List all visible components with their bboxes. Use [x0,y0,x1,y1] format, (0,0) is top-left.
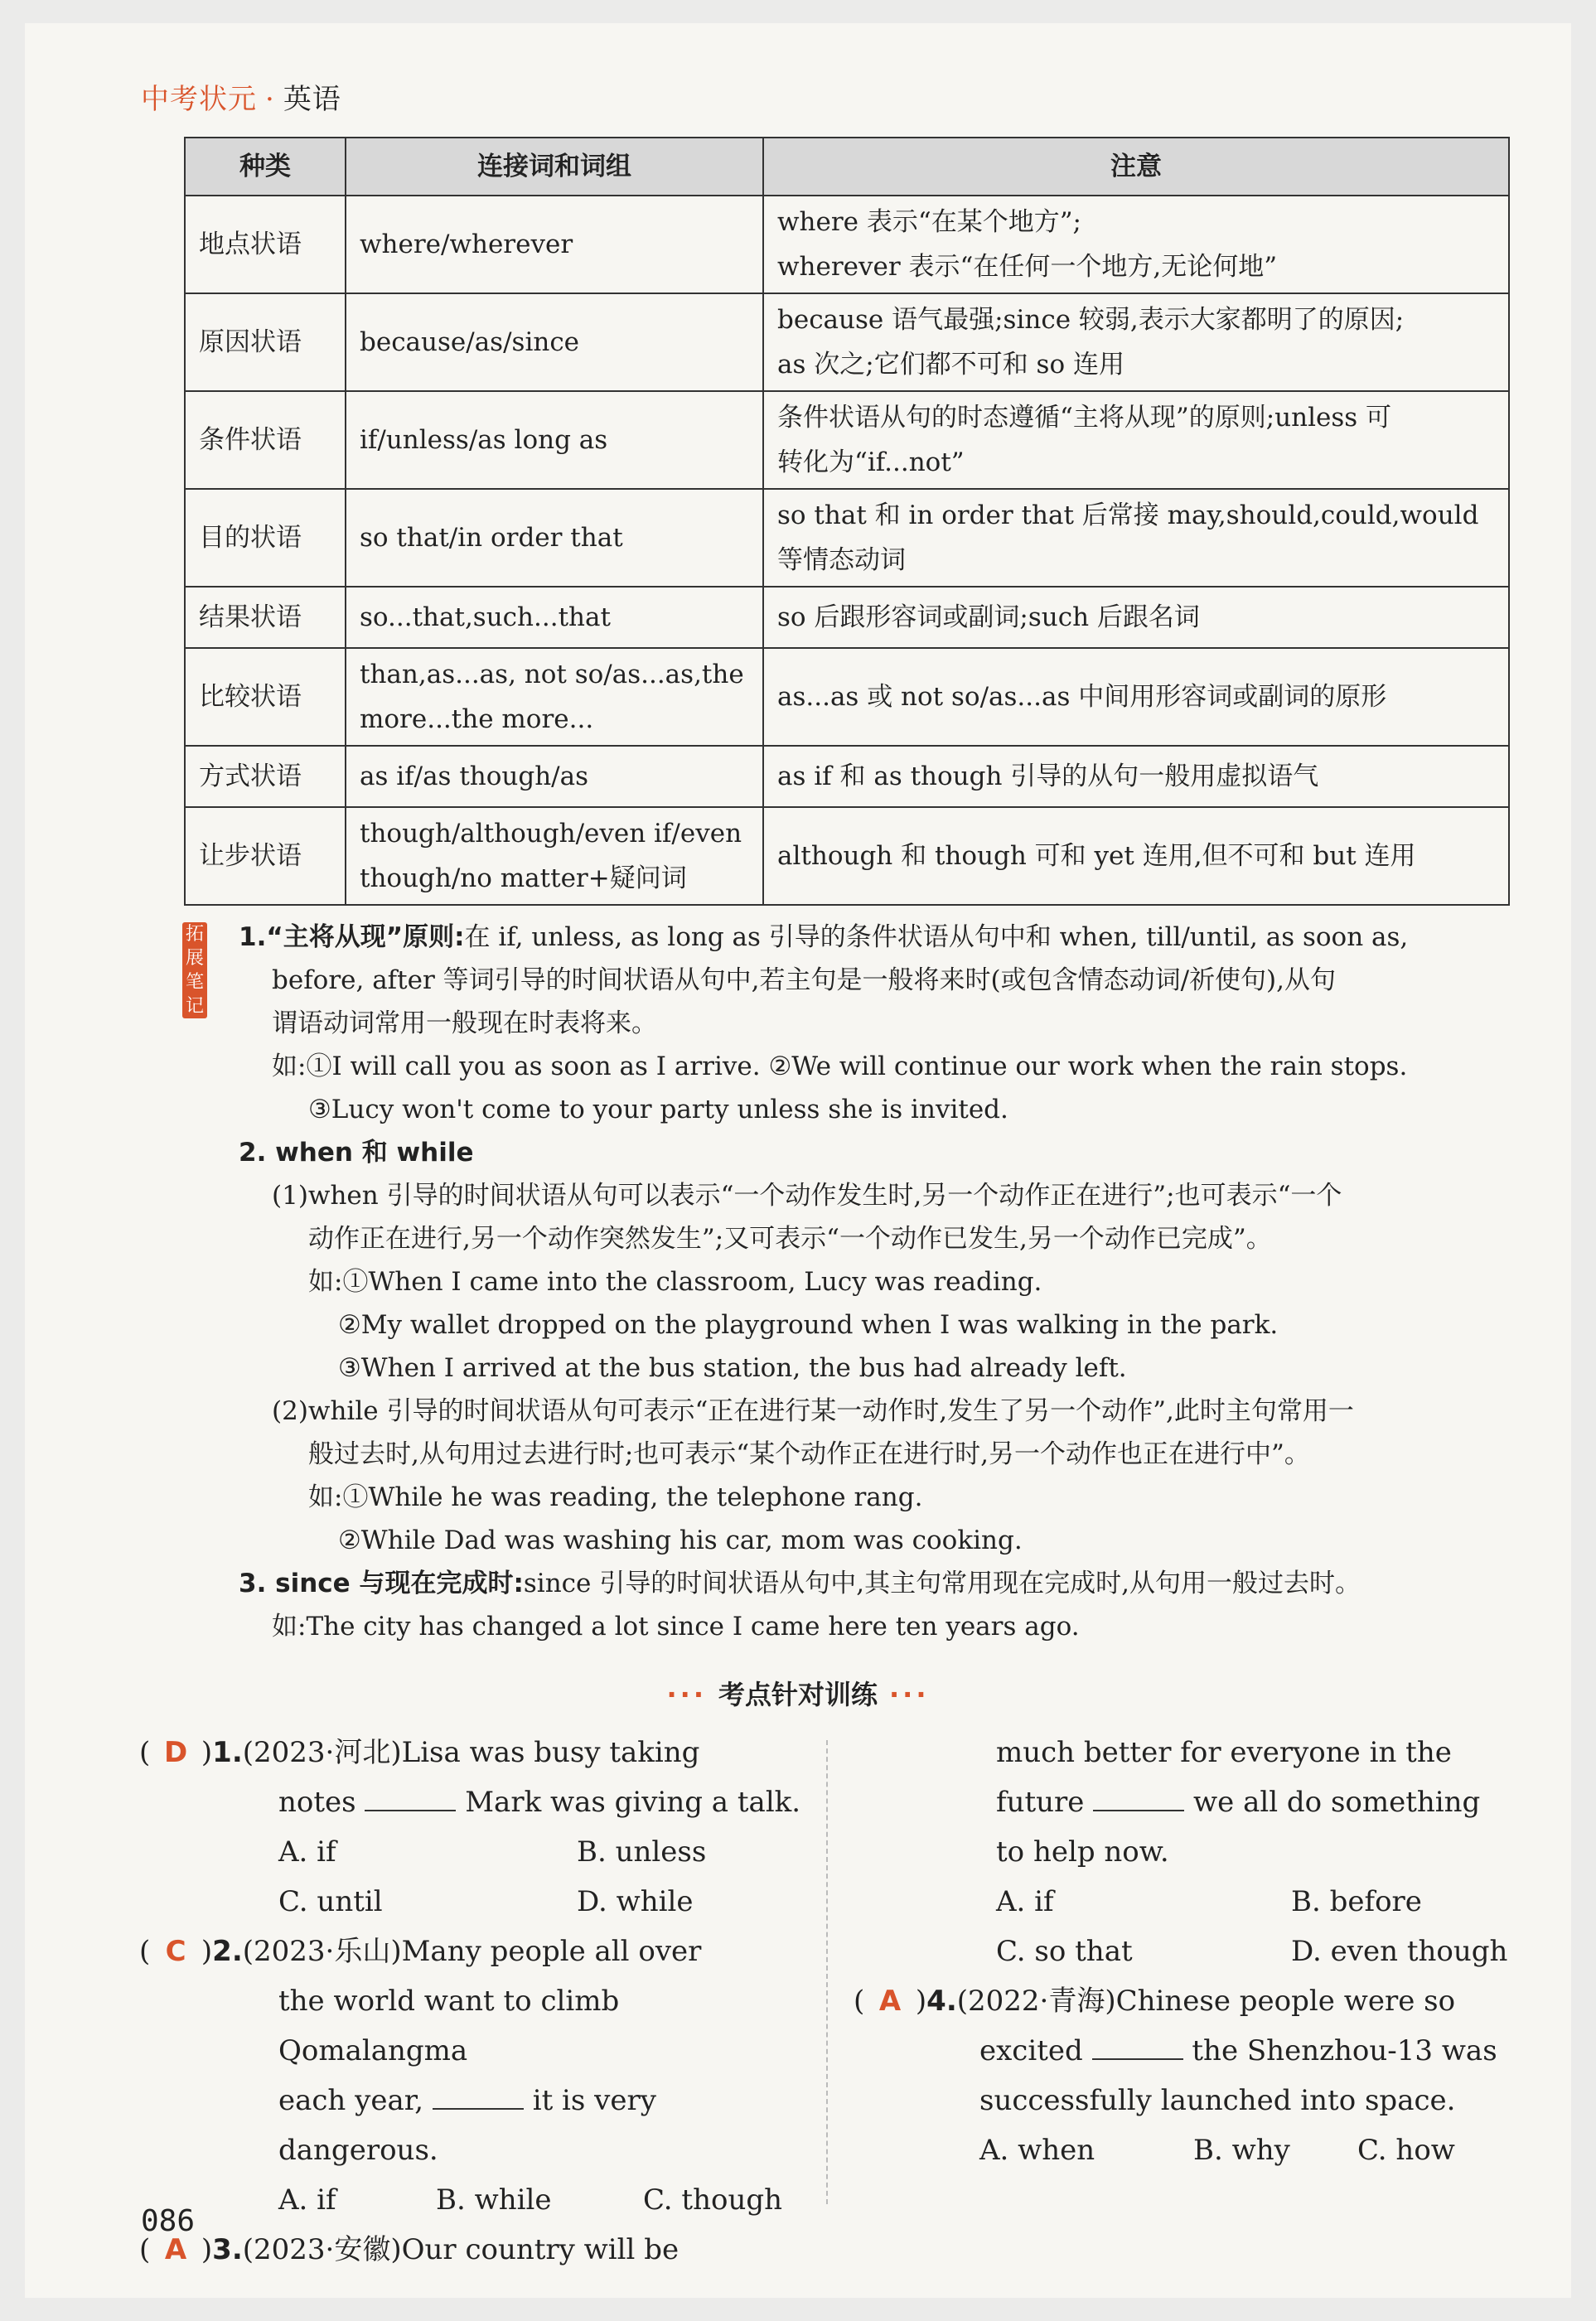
option-c[interactable]: C. though [643,2183,783,2217]
option-c[interactable]: C. how [1357,2134,1455,2167]
note-line: where 表示“在某个地方”; [777,207,1082,237]
table-header-row [185,138,1509,196]
answer-label: A [164,2233,187,2266]
subject-title: 英语 [283,83,341,116]
option-c[interactable]: C. so that [996,1935,1133,1968]
table-cell-words: than,as...as, not so/as...as,the more...the more... [346,648,763,746]
question-text: Mark was giving a talk. [465,1786,801,1819]
question-text: the world want to climb Qomalangma [278,1985,620,2067]
question-1: ( D )1.(2023·河北)Lisa was busy taking notes Mark was giving a talk. A. if B. unless C. until D. while [139,1728,802,1927]
note-text: 动作正在进行,另一个动作突然发生”;又可表示“一个动作已发生,另一个动作已完成”。 [308,1224,1272,1254]
notes-tag: 拓展笔记 [182,922,207,1018]
table-cell-type: 目的状语 [185,489,346,587]
note-line: wherever 表示“在任何一个地方,无论何地” [777,252,1278,282]
question-text: future [996,1786,1085,1819]
table-row [185,648,1509,746]
question-text: the Shenzhou-13 was [1192,2034,1497,2067]
question-text: much better for everyone in the [996,1736,1452,1769]
table-row [185,746,1509,807]
note-text: before, after 等词引导的时间状语从句中,若主句是一般将来时(或包含情态动词/祈使句),从句 [272,965,1336,995]
note-3 [239,1562,1510,1648]
table-cell-note [763,293,1509,391]
question-source: (2023·安徽) [242,2233,402,2266]
table-cell-note [763,196,1509,293]
question-text: to help now. [996,1835,1169,1869]
table-cell-words: because/as/since [346,293,763,391]
table-cell-note: so 后跟形容词或副词;such 后跟名词 [763,587,1509,648]
option-b[interactable]: B. before [1291,1885,1422,1918]
answer-blank[interactable] [1092,2033,1183,2060]
answer-blank[interactable] [1093,1785,1184,1811]
note-example: 如:①I will call you as soon as I arrive. ②We will continue our work when the rain stops. [272,1052,1408,1081]
question-text: Chinese people were so [1115,1985,1456,2018]
table-row [185,489,1509,587]
table-cell-note: as if 和 as though 引导的从句一般用虚拟语气 [763,746,1509,807]
question-source: (2023·乐山) [242,1935,402,1968]
table-header-note: 注意 [763,138,1509,196]
option-b[interactable]: B. while [436,2183,552,2217]
question-number: 1. [212,1736,243,1769]
note-line: 等情态动词 [777,545,906,575]
extension-notes [184,916,1510,1648]
note-example: ③Lucy won't come to your party unless she is invited. [308,1095,1008,1124]
question-text: notes [278,1786,356,1819]
answer-label: A [878,1985,902,2018]
note-text: 在 if, unless, as long as 引导的条件状语从句中和 when, till/until, as soon as, [464,922,1409,952]
note-text: 谓语动词常用一般现在时表将来。 [272,1008,657,1038]
table-cell-words: though/although/even if/even though/no matter+疑问词 [346,807,763,905]
note-example: ②While Dad was washing his car, mom was cooking. [338,1526,1023,1555]
note-example: 如:①While he was reading, the telephone rang. [308,1482,923,1512]
table-cell-words: where/wherever [346,196,763,293]
column-divider [826,1740,828,2204]
table-cell-words: if/unless/as long as [346,391,763,489]
option-c[interactable]: C. until [278,1885,383,1918]
note-line: so that 和 in order that 后常接 may,should,could,would [777,500,1479,530]
option-b[interactable]: B. why [1193,2134,1290,2167]
table-row [185,293,1509,391]
table-header-words: 连接词和词组 [346,138,763,196]
table-cell-words: so that/in order that [346,489,763,587]
table-cell-words: as if/as though/as [346,746,763,807]
answer-label: D [163,1736,188,1769]
table-cell-type: 方式状语 [185,746,346,807]
table-row [185,807,1509,905]
brand-logo: 中考状元 [141,83,257,116]
note-line: as 次之;它们都不可和 so 连用 [777,350,1124,380]
option-b[interactable]: B. unless [577,1835,707,1869]
question-text: we all do something [1193,1786,1481,1819]
question-text: Our country will be [401,2233,680,2266]
page-number: 086 [141,2204,196,2238]
answer-blank[interactable] [365,1785,456,1811]
dots-decoration: ··· [889,1679,930,1710]
option-a[interactable]: A. when [979,2134,1095,2167]
question-text: it is very dangerous. [278,2084,656,2167]
page-header [141,76,341,117]
table-cell-note: although 和 though 可和 yet 连用,但不可和 but 连用 [763,807,1509,905]
table-header-type: 种类 [185,138,346,196]
adverbial-clause-table [184,137,1510,906]
question-text: excited [979,2034,1083,2067]
question-source: (2023·河北) [242,1736,402,1769]
option-d[interactable]: D. even though [1291,1935,1508,1968]
question-text: successfully launched into space. [979,2084,1456,2117]
note-title: 3. since 与现在完成时: [239,1569,524,1598]
question-text: each year, [278,2084,424,2117]
question-2: ( C )2.(2023·乐山)Many people all over the world want to climb Qomalangma each year, it is very dangerous. A. if B. while C. though [139,1927,802,2225]
question-source: (2022·青海) [956,1985,1116,2018]
answer-label: C [165,1935,186,1968]
questions-left-column [139,1728,802,2275]
table-row [185,391,1509,489]
question-text: Lisa was busy taking [401,1736,700,1769]
note-text: 般过去时,从句用过去进行时;也可表示“某个动作正在进行时,另一个动作也正在进行中”。 [308,1439,1310,1469]
table-cell-type: 原因状语 [185,293,346,391]
table-row [185,196,1509,293]
question-number: 4. [926,1985,957,2018]
note-example: 如:The city has changed a lot since I came here ten years ago. [272,1612,1080,1642]
note-title: 2. when 和 while [239,1138,474,1168]
note-line: 条件状语从句的时态遵循“主将从现”的原则;unless 可 [777,403,1392,433]
table-cell-type: 比较状语 [185,648,346,746]
section-title-text: 考点针对训练 [718,1679,878,1710]
note-text: (1)when 引导的时间状语从句可以表示“一个动作发生时,另一个动作正在进行”;也可表示“一个 [272,1181,1342,1211]
question-number: 2. [212,1935,243,1968]
note-line: 转化为“if...not” [777,447,965,477]
table-cell-type: 让步状语 [185,807,346,905]
table-cell-type: 地点状语 [185,196,346,293]
dots-decoration: ··· [666,1679,707,1710]
note-text: since 引导的时间状语从句中,其主句常用现在完成时,从句用一般过去时。 [523,1569,1361,1598]
table-cell-type: 结果状语 [185,587,346,648]
option-d[interactable]: D. while [577,1885,694,1918]
option-a[interactable]: A. if [278,1835,336,1869]
note-2 [239,1131,1510,1562]
header-separator: · [265,83,275,116]
table-cell-words: so...that,such...that [346,587,763,648]
questions-right-column [854,1728,1516,2175]
table-cell-note: as...as 或 not so/as...as 中间用形容词或副词的原形 [763,648,1509,746]
table-row [185,587,1509,648]
note-example: ②My wallet dropped on the playground when I was walking in the park. [338,1310,1279,1340]
note-title: 1.“主将从现”原则: [239,922,465,952]
note-example: 如:①When I came into the classroom, Lucy was reading. [308,1267,1042,1297]
note-1 [239,916,1510,1131]
note-text: (2)while 引导的时间状语从句可表示“正在进行某一动作时,发生了另一个动作”,此时主句常用一 [272,1396,1354,1426]
option-a[interactable]: A. if [996,1885,1054,1918]
option-a[interactable]: A. if [278,2183,336,2217]
table-cell-note [763,391,1509,489]
question-3-continued [854,1728,1516,1976]
table-cell-note [763,489,1509,587]
question-text: Many people all over [401,1935,702,1968]
note-line: because 语气最强;since 较弱,表示大家都明了的原因; [777,305,1405,335]
question-3: ( A )3.(2023·安徽)Our country will be [139,2225,802,2275]
table-cell-type: 条件状语 [185,391,346,489]
note-example: ③When I arrived at the bus station, the bus had already left. [338,1353,1127,1383]
answer-blank[interactable] [433,2083,524,2110]
question-number: 3. [212,2233,243,2266]
section-title [0,1674,1596,1712]
question-4: ( A )4.(2022·青海)Chinese people were so excited the Shenzhou-13 was successfully launched into space. A. when B. why C. how [854,1976,1516,2175]
